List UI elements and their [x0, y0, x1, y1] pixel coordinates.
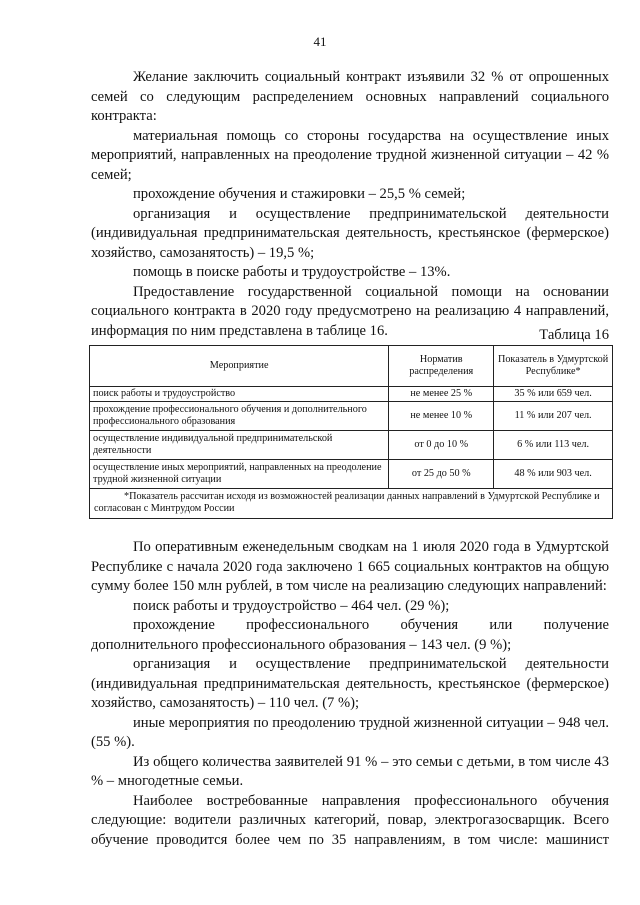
cell-norm: не менее 25 %	[389, 387, 494, 402]
intro-text	[91, 68, 609, 341]
paragraph: организация и осуществление предпринимательской деятельности (индивидуальная предпринимательская деятельность, крестьянское (фермерское) хозяйство, самозанятость) – 110 чел. (7 %);	[91, 656, 609, 711]
paragraph: прохождение обучения и стажировки – 25,5 % семей;	[133, 186, 466, 202]
paragraph: Желание заключить социальный контракт изъявили 32 % от опрошенных семей со следующим распределением основных направлений социального контракта:	[91, 69, 609, 124]
table-header-row	[90, 346, 613, 387]
paragraph: По оперативным еженедельным сводкам на 1 июля 2020 года в Удмуртской Республике с начала 2020 года заключено 1 665 социальных контрактов на общую сумму более 150 млн рублей, в том числе на реализацию следующих направлений:	[91, 539, 609, 594]
paragraph: Предоставление государственной социальной помощи на основании социального контракта в 2020 году предусмотрено на реализацию 4 направлений, информация по ним представлена в таблице 16.	[91, 283, 609, 339]
cell-norm: от 0 до 10 %	[389, 431, 494, 460]
results-text	[91, 538, 609, 850]
paragraph: иные мероприятия по преодолению трудной жизненной ситуации – 948 чел. (55 %).	[91, 714, 609, 750]
cell-indicator: 6 % или 113 чел.	[494, 431, 613, 460]
paragraph: помощь в поиске работы и трудоустройстве – 13%.	[133, 264, 451, 280]
cell-measure: прохождение профессионального обучения и дополнительного профессионального образования	[90, 402, 389, 431]
paragraph: поиск работы и трудоустройство – 464 чел. (29 %);	[133, 597, 450, 614]
table-row	[90, 387, 613, 402]
header-norm: Норматив распределения	[389, 346, 494, 387]
cell-norm: не менее 10 %	[389, 402, 494, 431]
paragraph: Наиболее востребованные направления профессионального обучения следующие: водители различных категорий, повар, электрогазосварщик. Всего обучение проводится более чем по 35 направлениям, в том числе: машинист	[91, 792, 609, 848]
table-row	[90, 431, 613, 460]
table-row	[90, 460, 613, 489]
paragraph: материальная помощь со стороны государства на осуществление иных мероприятий, направленных на преодоление трудной жизненной ситуации – 42 % семей;	[91, 127, 609, 183]
cell-norm: от 25 до 50 %	[389, 460, 494, 489]
table-caption: Таблица 16	[539, 327, 609, 343]
paragraph: прохождение профессионального обучения или получение дополнительного профессионального образования – 143 чел. (9 %);	[91, 617, 609, 653]
cell-measure: осуществление иных мероприятий, направленных на преодоление трудной жизненной ситуации	[90, 460, 389, 489]
table-footnote: *Показатель рассчитан исходя из возможностей реализации данных направлений в Удмуртской Республике и согласован с Минтрудом России	[90, 489, 613, 519]
table-row	[90, 402, 613, 431]
paragraph: организация и осуществление предпринимательской деятельности (индивидуальная предпринимательская деятельность, крестьянское (фермерское) хозяйство, самозанятость) – 19,5 %;	[91, 205, 609, 261]
page-number: 41	[313, 34, 327, 49]
header-measure: Мероприятие	[90, 346, 389, 387]
table-footnote-row	[90, 489, 613, 519]
cell-measure: поиск работы и трудоустройство	[90, 387, 389, 402]
measures-table	[89, 345, 613, 519]
cell-indicator: 11 % или 207 чел.	[494, 402, 613, 431]
paragraph: Из общего количества заявителей 91 % – это семьи с детьми, в том числе 43 % – многодетные семьи.	[91, 753, 609, 789]
header-indicator: Показатель в Удмуртской Республике*	[494, 346, 613, 387]
cell-indicator: 35 % или 659 чел.	[494, 387, 613, 402]
cell-indicator: 48 % или 903 чел.	[494, 460, 613, 489]
cell-measure: осуществление индивидуальной предпринимательской деятельности	[90, 431, 389, 460]
